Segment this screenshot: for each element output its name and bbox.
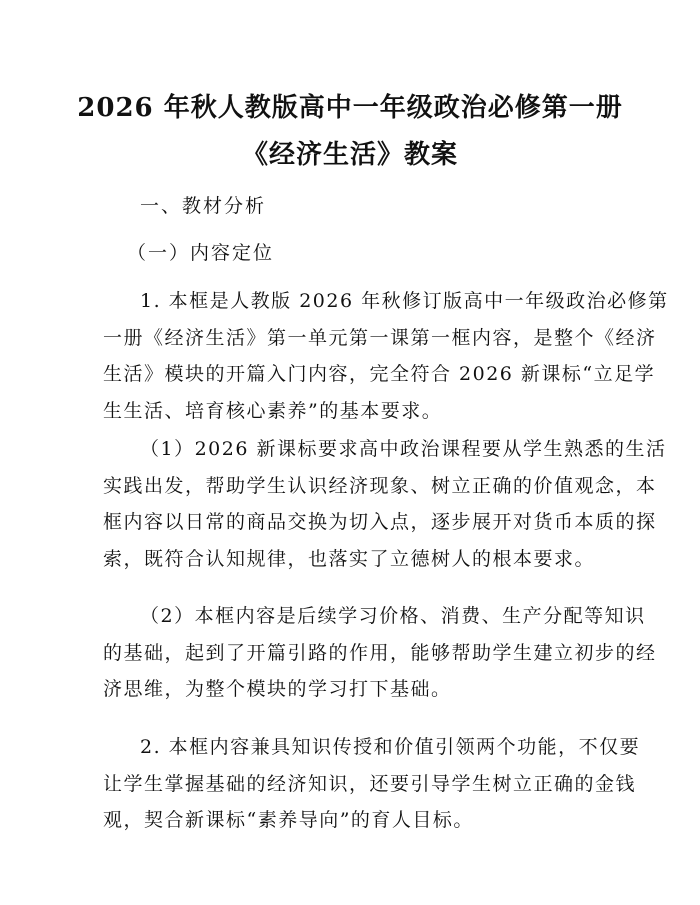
subsection-heading: （一）内容定位 <box>127 242 275 264</box>
paragraph-line: 索，既符合认知规律，也落实了立德树人的根本要求。 <box>103 547 596 570</box>
paragraph-line: （2）本框内容是后续学习价格、消费、生产分配等知识 <box>140 605 646 627</box>
paragraph-line: 济思维，为整个模块的学习打下基础。 <box>103 678 452 700</box>
paragraph-1 <box>103 283 669 429</box>
document-title-line-1: 2026 年秋人教版高中一年级政治必修第一册 <box>77 93 623 123</box>
paragraph-line: 一册《经济生活》第一单元第一课第一框内容，是整个《经济 <box>103 326 657 349</box>
paragraph-line: 框内容以日常的商品交换为切入点，逐步展开对货币本质的探 <box>103 511 657 533</box>
paragraph-4 <box>103 729 641 839</box>
paragraph-line: 让学生掌握基础的经济知识，还要引导学生树立正确的金钱 <box>103 772 637 795</box>
paragraph-2 <box>103 431 667 577</box>
paragraph-line: 观，契合新课标“素养导向”的育人目标。 <box>103 809 474 831</box>
paragraph-line: 的基础，起到了开篇引路的作用，能够帮助学生建立初步的经 <box>103 641 657 664</box>
paragraph-line: 1. 本框是人教版 2026 年秋修订版高中一年级政治必修第 <box>140 290 669 312</box>
paragraph-3 <box>103 598 657 708</box>
paragraph-line: 生活》模块的开篇入门内容，完全符合 2026 新课标“立足学 <box>103 363 656 385</box>
paragraph-line: 生生活、培育核心素养”的基本要求。 <box>103 399 443 422</box>
paragraph-line: 2. 本框内容兼具知识传授和价值引领两个功能，不仅要 <box>140 736 641 758</box>
paragraph-line: 实践出发，帮助学生认识经济现象、树立正确的价值观念，本 <box>103 474 657 497</box>
section-heading: 一、教材分析 <box>140 195 267 217</box>
document-title-line-2: 《经济生活》教案 <box>241 140 458 170</box>
paragraph-line: （1）2026 新课标要求高中政治课程要从学生熟悉的生活 <box>140 438 667 460</box>
